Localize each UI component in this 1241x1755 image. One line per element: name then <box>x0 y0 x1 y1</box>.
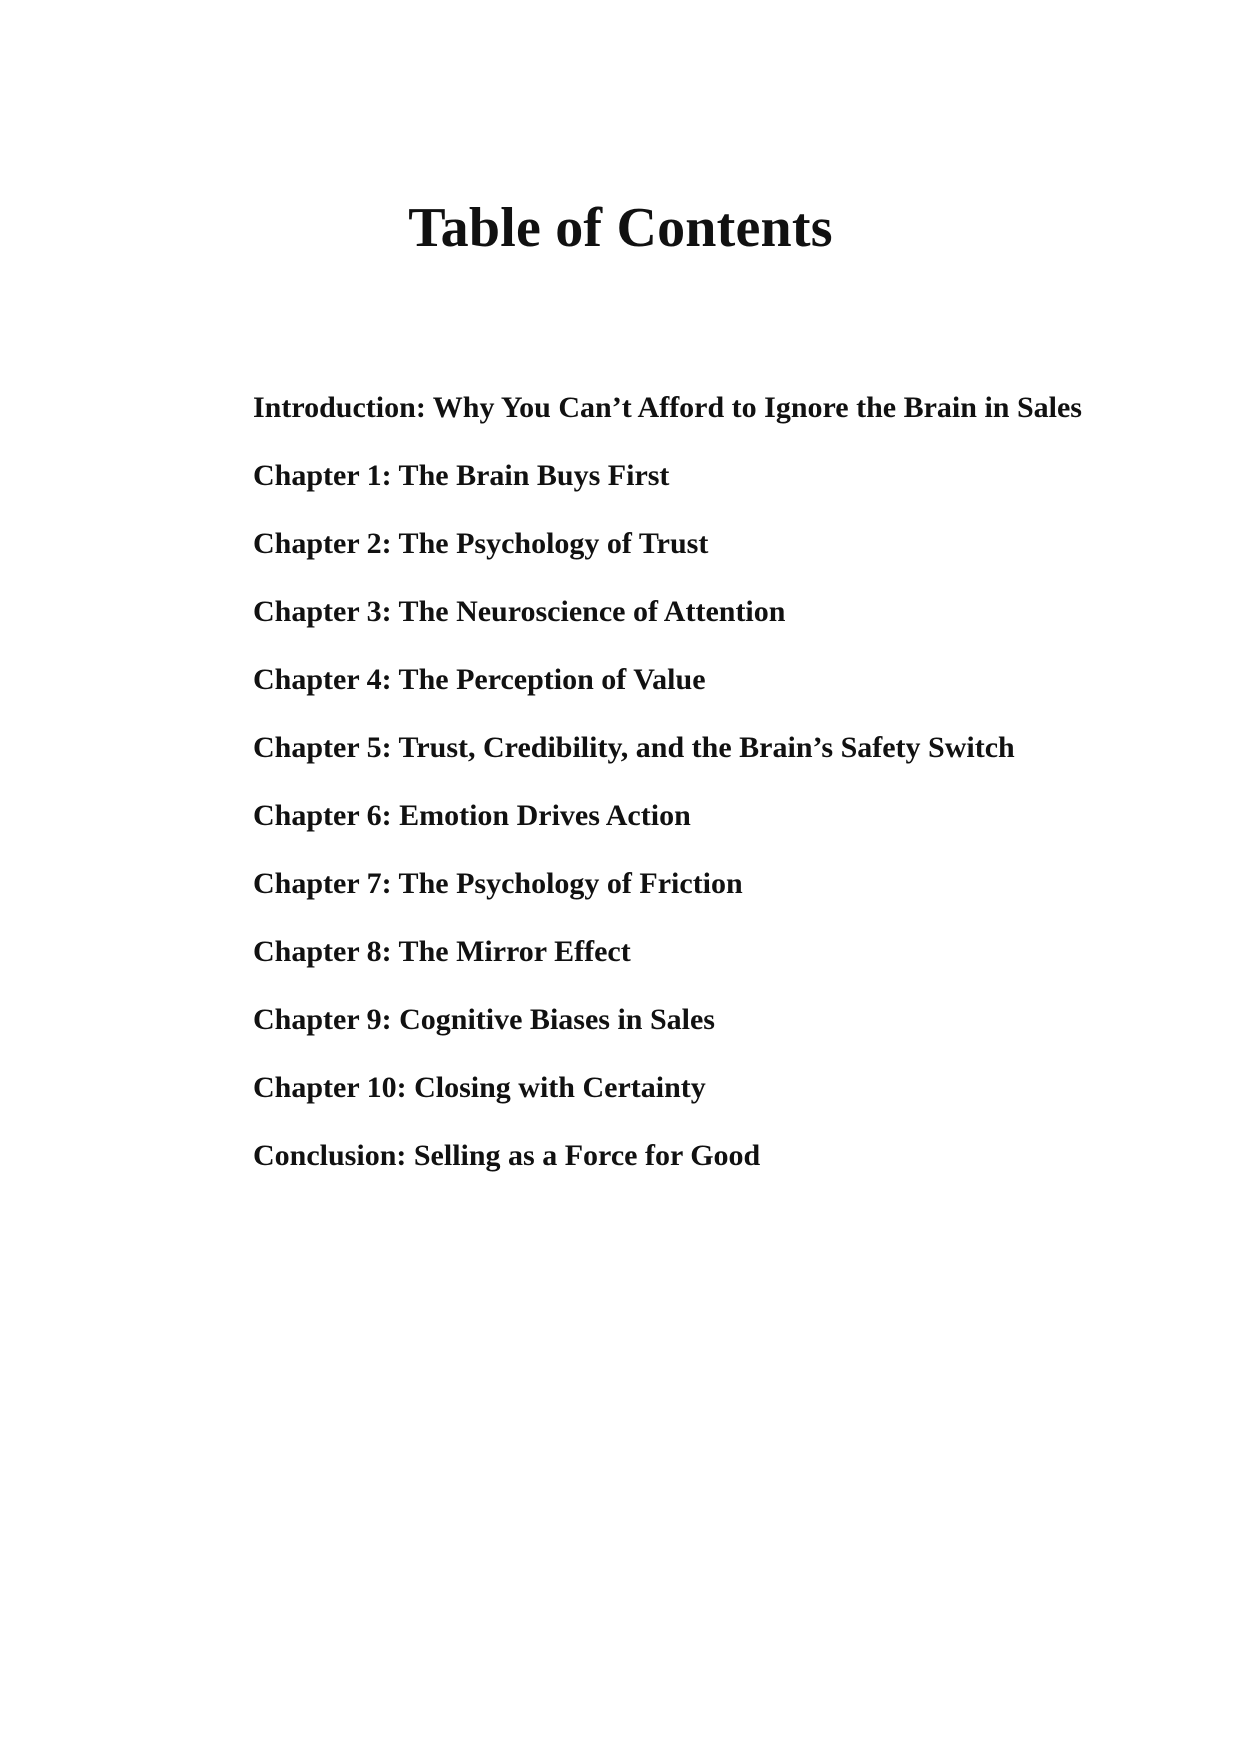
page-title: Table of Contents <box>408 197 833 259</box>
toc-entry-chapter-3: Chapter 3: The Neuroscience of Attention <box>253 595 786 628</box>
toc-entry-chapter-9: Chapter 9: Cognitive Biases in Sales <box>253 1003 715 1036</box>
toc-entry-chapter-10: Chapter 10: Closing with Certainty <box>253 1071 706 1104</box>
toc-entry-chapter-7: Chapter 7: The Psychology of Friction <box>253 867 743 900</box>
toc-entry-chapter-1: Chapter 1: The Brain Buys First <box>253 459 670 492</box>
toc-entry-conclusion: Conclusion: Selling as a Force for Good <box>253 1139 761 1172</box>
toc-entry-introduction: Introduction: Why You Can’t Afford to Ignore the Brain in Sales <box>253 391 1082 424</box>
toc-entry-chapter-8: Chapter 8: The Mirror Effect <box>253 935 631 968</box>
toc-entry-chapter-4: Chapter 4: The Perception of Value <box>253 663 706 696</box>
toc-entry-chapter-5: Chapter 5: Trust, Credibility, and the Brain’s Safety Switch <box>253 731 1015 764</box>
toc-entry-chapter-2: Chapter 2: The Psychology of Trust <box>253 527 709 560</box>
toc-entry-chapter-6: Chapter 6: Emotion Drives Action <box>253 799 691 832</box>
toc-list <box>253 380 1085 1196</box>
